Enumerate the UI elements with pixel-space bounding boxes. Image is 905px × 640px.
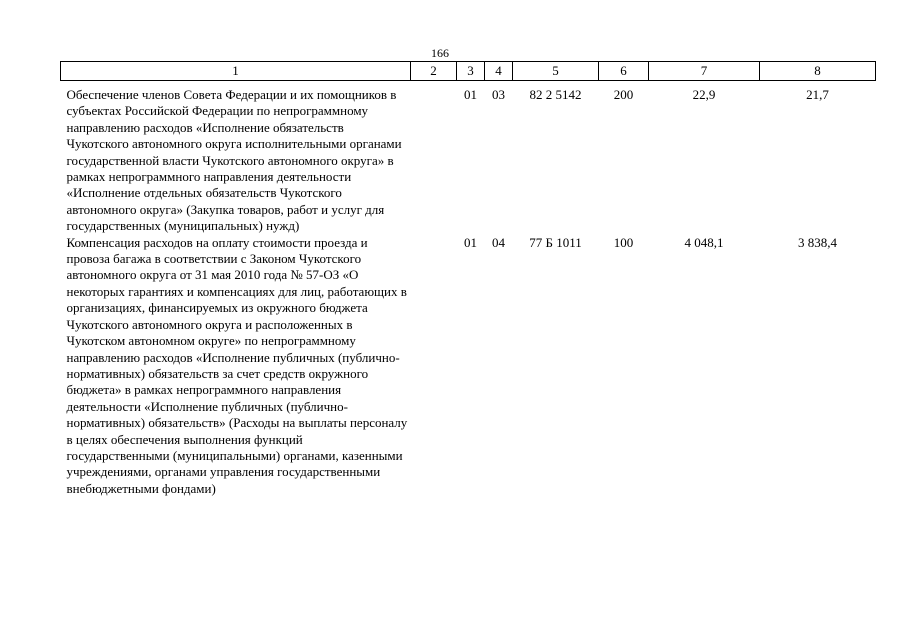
column-header-6: 6 [599, 62, 649, 81]
column-header-4: 4 [485, 62, 513, 81]
row-description: Компенсация расходов на оплату стоимости проезда и провоза багажа в соответствии с Законом Чукотского автономного округа от 31 мая 2010 года № 57-ОЗ «О некоторых гарантиях и компенсациях для лиц, работающих в организациях, финансируемых из окружного бюджета Чукотского автономного округа и расположенных в Чукотском автономном округе» по непрограммному направлению расходов «Исполнение публичных (публично-нормативных) обязательств за счет средств окружного бюджета» в рамках непрограммного направления деятельности «Исполнение публичных (публично-нормативных) обязательств» (Расходы на выплаты персоналу в целях обеспечения выполнения функций государственными (муниципальными) органами, казенными учреждениями, органами управления государственными внебюджетными фондами) [66, 234, 408, 496]
cell-amount-col8: 21,7 [806, 87, 829, 102]
cell-amount-col7: 22,9 [692, 87, 716, 102]
cell-expense-type: 200 [613, 87, 634, 102]
cell-target-article: 77 Б 1011 [529, 234, 582, 250]
cell-col2 [411, 81, 457, 235]
cell-col2 [411, 235, 457, 498]
budget-table [60, 61, 876, 497]
column-header-8: 8 [760, 62, 876, 81]
cell-amount-col7: 4 048,1 [684, 234, 724, 250]
column-header-3: 3 [457, 62, 485, 81]
table-header-row [61, 62, 876, 81]
column-header-7: 7 [649, 62, 760, 81]
cell-subsection: 03 [492, 87, 505, 102]
cell-expense-type: 100 [613, 234, 634, 250]
column-header-1: 1 [61, 62, 411, 81]
cell-subsection: 04 [492, 234, 505, 250]
cell-target-article: 82 2 5142 [529, 87, 582, 102]
cell-section: 01 [464, 87, 477, 102]
cell-section: 01 [464, 234, 477, 250]
table-row [61, 81, 876, 235]
cell-amount-col8: 3 838,4 [798, 234, 837, 250]
page-number: 166 [431, 46, 449, 60]
column-header-5: 5 [513, 62, 599, 81]
column-header-2: 2 [411, 62, 457, 81]
row-description: Обеспечение членов Совета Федерации и их помощников в субъектах Российской Федерации по непрограммному направлению расходов «Исполнение обязательств Чукотского автономного округа исполнительными органами государственной власти Чукотского автономного округа» в рамках непрограммного направления деятельности «Исполнение отдельных обязательств Чукотского автономного округа» (Закупка товаров, работ и услуг для государственных (муниципальных) нужд) [66, 87, 402, 234]
table-row [61, 235, 876, 498]
